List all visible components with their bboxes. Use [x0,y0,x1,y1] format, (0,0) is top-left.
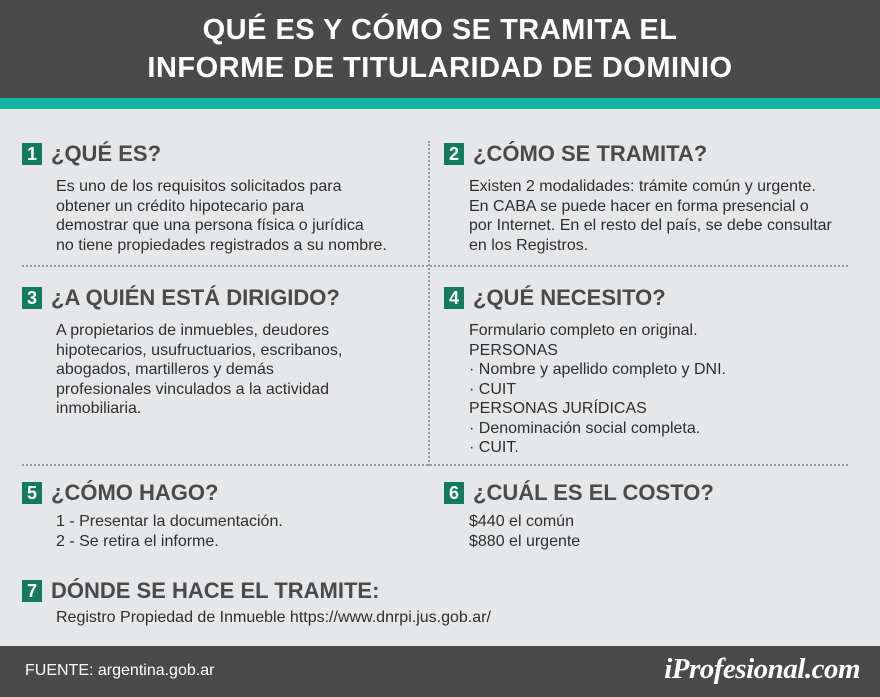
section-header [444,283,726,313]
section-number-badge: 4 [444,287,464,309]
source-credit: FUENTE: argentina.gob.ar [25,662,215,679]
section-title: ¿CÓMO HAGO? [51,480,219,505]
section-header [444,139,832,169]
body-line: $880 el urgente [469,532,581,550]
section-body [56,608,491,628]
section-body [469,177,832,255]
body-line: Formulario completo en original. [469,322,698,339]
section-cost [444,478,714,551]
body-line: PERSONAS JURÍDICAS [469,400,647,417]
body-line: profesionales vinculados a la actividad [56,380,330,398]
divider [22,464,848,466]
body-line: Existen 2 modalidades: trámite común y urgente. [469,178,816,195]
section-who-for [22,283,342,419]
divider [22,265,848,267]
page-title-line-1: QUÉ ES Y CÓMO SE TRAMITA EL [202,14,678,46]
body-line: por Internet. En el resto del país, se debe consultar [469,217,832,234]
body-line: A propietarios de inmuebles, deudores [56,322,330,339]
body-line: Registro Propiedad de Inmueble https://www.dnrpi.jus.gob.ar/ [56,609,491,626]
section-title: ¿QUÉ ES? [51,141,162,166]
body-line: no tiene propiedades registrados a su nombre. [56,236,387,254]
section-title: DÓNDE SE HACE EL TRAMITE: [51,578,380,603]
body-line: · CUIT [469,380,517,398]
accent-bar [0,98,880,109]
body-line: demostrar que una persona física o jurídica [56,217,364,234]
body-line: · Denominación social completa. [469,419,701,437]
body-line: 1 - Presentar la documentación. [56,513,283,530]
body-line: inmobiliaria. [56,400,142,417]
section-title: ¿A QUIÉN ESTÁ DIRIGIDO? [51,285,340,310]
section-number-badge: 5 [22,482,42,504]
section-where [22,576,491,628]
body-line: · Nombre y apellido completo y DNI. [469,361,726,378]
section-how-to [22,478,283,551]
section-header [22,478,283,508]
section-number-badge: 1 [22,143,42,165]
section-body [56,512,283,551]
section-title: ¿CÓMO SE TRAMITA? [473,141,708,166]
body-line: · CUIT. [469,439,519,456]
section-header [22,283,342,313]
section-header [444,478,714,508]
section-what-needed [444,283,726,458]
section-body [469,512,714,551]
body-line: obtener un crédito hipotecario para [56,197,305,215]
body-line: en los Registros. [469,236,589,254]
section-body [56,177,387,255]
body-line: Es uno de los requisitos solicitados para [56,178,342,195]
section-number-badge: 2 [444,143,464,165]
header [0,0,880,98]
section-number-badge: 3 [22,287,42,309]
section-header [22,139,387,169]
section-title: ¿QUÉ NECESITO? [473,285,666,310]
section-body [469,321,726,458]
body-line: PERSONAS [469,341,558,359]
column-divider [428,141,430,466]
section-number-badge: 6 [444,482,464,504]
body-line: 2 - Se retira el informe. [56,532,219,550]
page-title-line-2: INFORME DE TITULARIDAD DE DOMINIO [147,52,733,84]
section-header [22,576,491,606]
section-number-badge: 7 [22,580,42,602]
section-body [56,321,342,419]
section-what-is [22,139,387,255]
brand-logo: iProfesional.com [664,653,860,685]
body-line: abogados, martilleros y demás [56,361,274,378]
section-how-processed [444,139,832,255]
body-line: hipotecarios, usufructuarios, escribanos, [56,341,343,359]
body-line: En CABA se puede hacer en forma presencial o [469,197,809,215]
section-title: ¿CUÁL ES EL COSTO? [473,480,714,505]
footer [0,646,880,697]
body-line: $440 el común [469,513,574,530]
